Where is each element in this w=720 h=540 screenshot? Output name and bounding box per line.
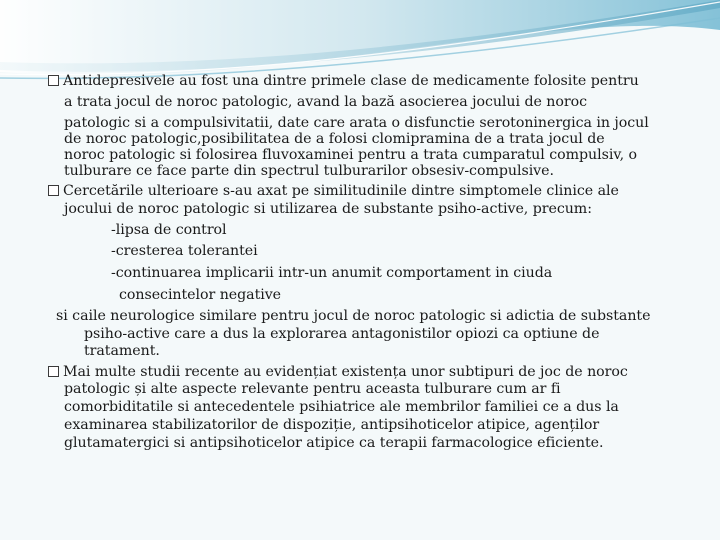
text-line: jocului de noroc patologic si utilizarea de substante psiho-active, precum: (64, 201, 592, 217)
text-line: glutamatergici si antipsihoticelor atipice ca terapii farmacologice eficiente. (64, 435, 604, 451)
text-line: tulburare ce face parte din spectrul tulburarilor obsesiv-compulsive. (64, 163, 554, 179)
text-line: psiho-active care a dus la explorarea antagonistilor opiozi ca optiune de (84, 326, 600, 342)
text-line: si caile neurologice similare pentru jocul de noroc patologic si adictia de substante (56, 308, 651, 324)
text-line: Antidepresivele au fost una dintre primele clase de medicamente folosite pentru (63, 73, 639, 89)
square-bullet-icon (48, 185, 59, 196)
text-line: patologic si a compulsivitatii, date care arata o disfunctie serotoninergica in jocul (64, 115, 649, 131)
text-line: a trata jocul de noroc patologic, avand la bază asocierea jocului de noroc (64, 94, 587, 110)
text-line: comorbiditatile si antecedentele psihiatrice ale membrilor familiei ce a dus la (64, 399, 619, 415)
bullet-line (48, 364, 628, 380)
text-line: Cercetările ulterioare s-au axat pe similitudinile dintre simptomele clinice ale (63, 183, 619, 199)
text-line: de noroc patologic,posibilitatea de a folosi clomipramina de a trata jocul de (64, 131, 605, 147)
text-line: -cresterea tolerantei (111, 243, 258, 259)
text-line: Mai multe studii recente au evidențiat existența unor subtipuri de joc de noroc (63, 364, 628, 380)
square-bullet-icon (48, 366, 59, 377)
text-line: tratament. (84, 343, 160, 359)
text-line: noroc patologic si folosirea fluvoxaminei pentru a trata cumparatul compulsiv, o (64, 147, 638, 163)
text-line: consecintelor negative (119, 287, 282, 303)
bullet-line (48, 73, 639, 89)
text-line: -continuarea implicarii intr-un anumit comportament in ciuda (111, 265, 553, 281)
text-line: patologic și alte aspecte relevante pentru aceasta tulburare cum ar fi (64, 381, 561, 397)
bullet-line (48, 183, 619, 199)
text-line: examinarea stabilizatorilor de dispoziție, antipsihoticelor atipice, agenților (64, 417, 600, 433)
square-bullet-icon (48, 75, 59, 86)
text-line: -lipsa de control (111, 222, 227, 238)
